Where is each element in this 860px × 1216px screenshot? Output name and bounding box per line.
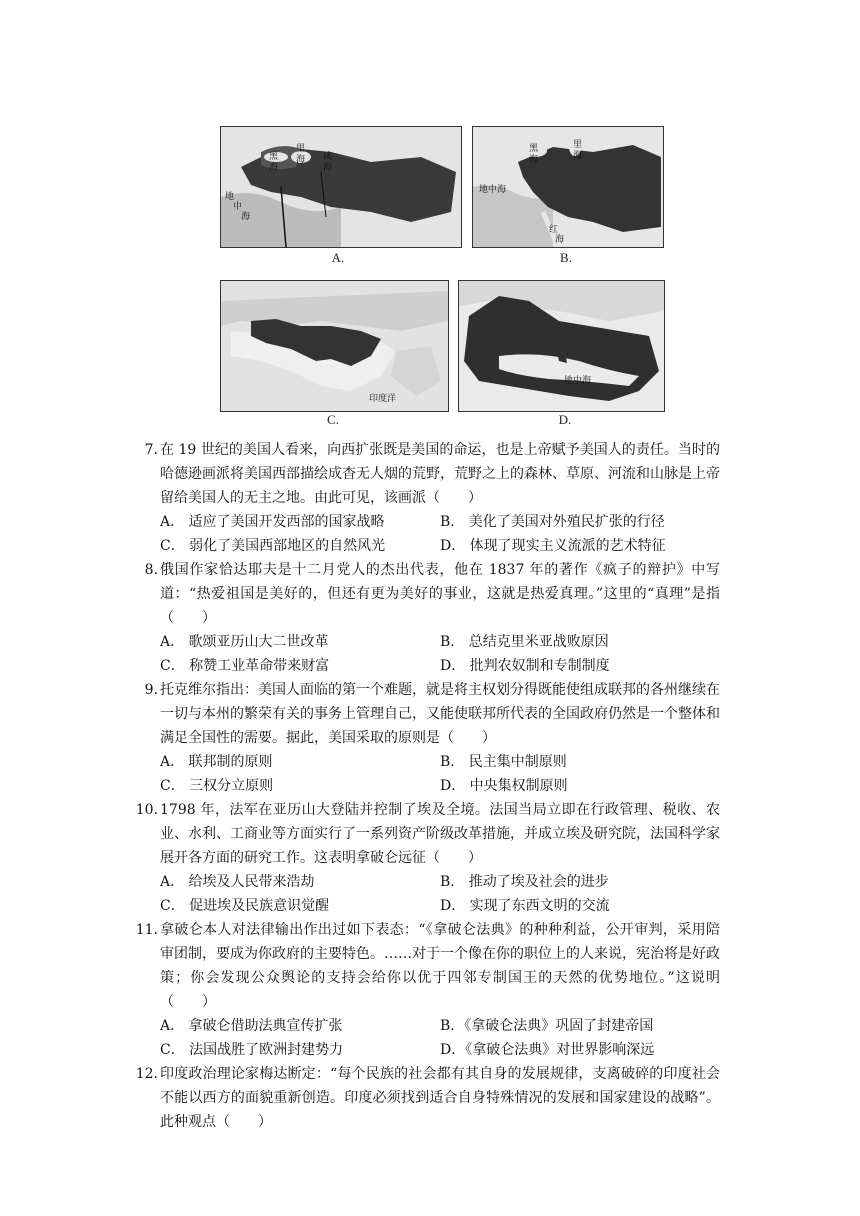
map-a-graphic: [221, 127, 461, 247]
map-b-tag: 地中海: [479, 185, 507, 195]
map-a-tag: 海: [269, 163, 279, 173]
map-d-tag: 地中海: [564, 376, 592, 386]
map-d: [458, 280, 665, 412]
option-group: [160, 870, 720, 918]
answer-option: B． 总结克里米亚战败原因: [440, 634, 609, 650]
question-number: 11.: [135, 922, 158, 938]
map-a-tag: 海: [323, 163, 333, 173]
option-group: [160, 630, 720, 678]
question-number: 12.: [135, 1066, 158, 1082]
question-stem: 在 19 世纪的美国人看来，向西扩张既是美国的命运，也是上帝赋予美国人的责任。当时的哈德逊画派将美国西部描绘成杳无人烟的荒野，荒野之上的森林、草原、河流和山脉是上帝留给美国人的无主之地。由此可见，该画派（ ）: [160, 442, 720, 506]
question-stem: 拿破仑本人对法律输出作出过如下表态：“《拿破仑法典》的种种利益，公开审判，采用陪审团制，要成为你政府的主要特色。……对于一个像在你的职位上的人来说，宪治将是好政策；你会发现公众舆论的支持会给你以优于四邻专制国王的天然的优势地位。”这说明（ ）: [160, 922, 720, 1010]
answer-option: D． 实现了东西文明的交流: [440, 898, 610, 914]
map-b-tag: 里: [573, 140, 583, 150]
question-number: 9.: [144, 682, 158, 698]
map-a-tag: 海: [296, 155, 306, 165]
answer-option: A． 联邦制的原则: [160, 754, 273, 770]
answer-option: C． 促进埃及民族意识觉醒: [160, 898, 330, 914]
question-stem: 印度政治理论家梅达断定：“每个民族的社会都有其自身的发展规律，支离破碎的印度社会不能以西方的面貌重新创造。印度必须找到适合自身特殊情况的发展和国家建设的战略”。此种观点（ ）: [160, 1066, 720, 1130]
answer-option: B．《拿破仑法典》巩固了封建帝国: [440, 1018, 654, 1034]
map-figure-group: [0, 0, 860, 440]
answer-option: B． 美化了美国对外殖民扩张的行径: [440, 514, 665, 530]
question-2: [144, 558, 720, 678]
question-6: [135, 1062, 720, 1134]
question-4: [135, 798, 720, 918]
map-c: [220, 280, 449, 412]
map-a-tag: 里: [296, 144, 306, 154]
answer-option: A． 适应了美国开发西部的国家战略: [160, 514, 385, 530]
map-a-tag: 咸: [323, 152, 333, 162]
question-stem: 托克维尔指出：美国人面临的第一个难题，就是将主权划分得既能使组成联邦的各州继续在一切与本州的繁荣有关的事务上管理自己，又能使联邦所代表的全国政府仍然是一个整体和满足全国性的需要。据此，美国采取的原则是（ ）: [160, 682, 720, 746]
map-d-label: D.: [558, 412, 572, 427]
answer-option: A． 给埃及人民带来浩劫: [160, 874, 315, 890]
map-c-label: C.: [327, 412, 339, 427]
map-b-tag: 海: [573, 151, 583, 161]
map-b-tag: 黑: [529, 144, 539, 154]
answer-option: C． 三权分立原则: [160, 778, 274, 794]
question-5: [135, 918, 720, 1062]
map-a-tag: 地: [225, 192, 235, 202]
answer-option: B． 民主集中制原则: [440, 754, 567, 770]
map-b: [472, 126, 664, 248]
answer-option: C． 称赞工业革命带来财富: [160, 658, 330, 674]
question-1: [144, 438, 720, 558]
map-b-tag: 海: [529, 155, 539, 165]
map-a-label: A.: [331, 250, 345, 265]
option-group: [160, 1014, 720, 1062]
map-c-graphic: [221, 281, 448, 411]
question-number: 7.: [144, 442, 158, 458]
answer-option: C． 法国战胜了欧洲封建势力: [160, 1042, 344, 1058]
option-group: [160, 750, 720, 798]
map-d-graphic: [459, 281, 664, 411]
answer-option: A． 歌颂亚历山大二世改革: [160, 634, 329, 650]
map-b-tag: 海: [555, 235, 565, 245]
map-c-tag: 印度洋: [369, 394, 397, 404]
answer-option: D． 体现了现实主义流派的艺术特征: [440, 538, 666, 554]
question-number: 8.: [144, 562, 158, 578]
map-b-label: B.: [560, 250, 572, 265]
answer-option: A． 拿破仑借助法典宣传扩张: [160, 1018, 343, 1034]
question-stem: 俄国作家恰达耶夫是十二月党人的杰出代表，他在 1837 年的著作《疯子的辩护》中写道：“热爱祖国是美好的，但还有更为美好的事业，这就是热爱真理。”这里的“真理”是指（ ）: [160, 562, 720, 626]
map-a-tag: 中: [233, 202, 243, 212]
question-3: [144, 678, 720, 798]
map-a-tag: 黑: [269, 152, 279, 162]
option-group: [160, 510, 720, 558]
map-a: [220, 126, 462, 248]
question-stem: 1798 年，法军在亚历山大登陆并控制了埃及全境。法国当局立即在行政管理、税收、农业、水利、工商业等方面实行了一系列资产阶级改革措施，并成立埃及研究院，法国科学家展开各方面的研究工作。这表明拿破仑远征（ ）: [160, 802, 720, 866]
answer-option: D．《拿破仑法典》对世界影响深远: [440, 1042, 655, 1058]
answer-option: D． 中央集权制原则: [440, 778, 568, 794]
question-list: [0, 438, 860, 1134]
map-a-tag: 海: [241, 212, 251, 222]
map-b-tag: 红: [549, 225, 559, 235]
answer-option: B． 推动了埃及社会的进步: [440, 874, 609, 890]
answer-option: C． 弱化了美国西部地区的自然风光: [160, 538, 386, 554]
question-number: 10.: [135, 802, 158, 818]
answer-option: D． 批判农奴制和专制制度: [440, 658, 610, 674]
